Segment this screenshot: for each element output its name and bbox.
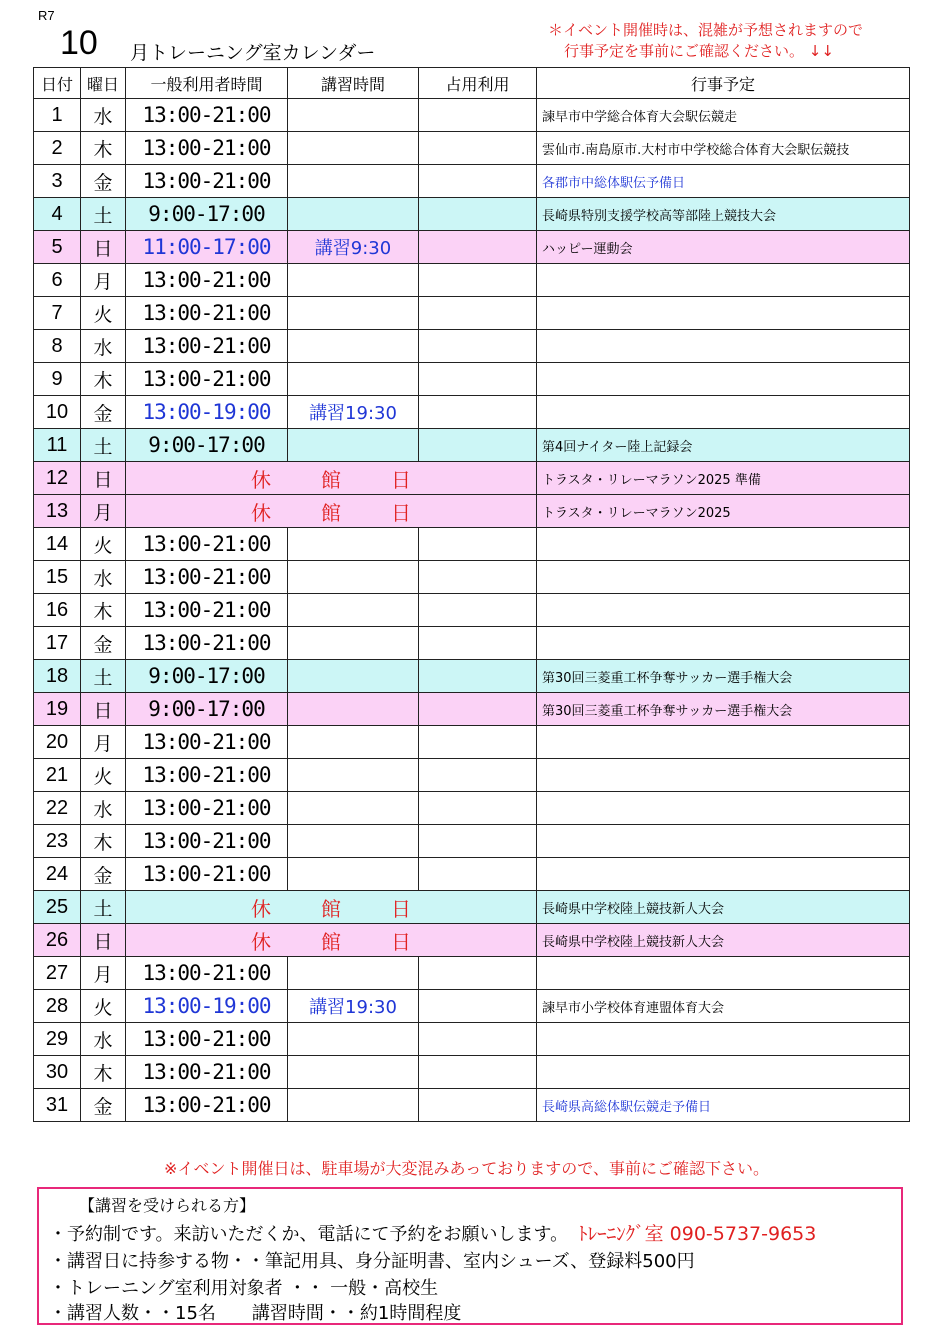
- closed-day-cell: 休館日: [126, 891, 537, 924]
- exclusive-use-cell: [419, 363, 537, 396]
- event-cell: トラスタ・リレーマラソン2025 準備: [537, 462, 910, 495]
- date-cell: 5: [34, 231, 81, 264]
- lecture-hours-cell: [288, 825, 419, 858]
- lecture-hours-cell: [288, 297, 419, 330]
- exclusive-use-cell: [419, 429, 537, 462]
- lecture-hours-cell: [288, 1023, 419, 1056]
- notice-line-1: ＊イベント開催時は、混雑が予想されますので: [548, 21, 864, 39]
- exclusive-use-cell: [419, 792, 537, 825]
- weekday-cell: 日: [81, 924, 126, 957]
- event-cell: 諫早市小学校体育連盟体育大会: [537, 990, 910, 1023]
- general-hours-cell: 13:00-21:00: [126, 297, 288, 330]
- weekday-cell: 木: [81, 363, 126, 396]
- notice-line-2: 行事予定を事前にご確認ください。 ↓↓: [564, 42, 834, 60]
- lecture-hours-cell: [288, 759, 419, 792]
- general-hours-cell: 11:00-17:00: [126, 231, 288, 264]
- lecture-hours-cell: [288, 198, 419, 231]
- table-row: [34, 264, 910, 297]
- lecture-hours-cell: 講習9:30: [288, 231, 419, 264]
- table-row: [34, 198, 910, 231]
- weekday-cell: 木: [81, 825, 126, 858]
- weekday-cell: 月: [81, 957, 126, 990]
- general-hours-cell: 13:00-21:00: [126, 264, 288, 297]
- lecture-info-title: 【講習を受けられる方】: [79, 1196, 256, 1215]
- month-number: 10: [60, 24, 98, 62]
- date-cell: 14: [34, 528, 81, 561]
- date-cell: 23: [34, 825, 81, 858]
- date-cell: 30: [34, 1056, 81, 1089]
- table-row: [34, 528, 910, 561]
- exclusive-use-cell: [419, 297, 537, 330]
- event-cell: ハッピー運動会: [537, 231, 910, 264]
- lecture-hours-cell: [288, 660, 419, 693]
- date-cell: 28: [34, 990, 81, 1023]
- lecture-info-box: [37, 1187, 903, 1325]
- weekday-cell: 水: [81, 330, 126, 363]
- table-row: [34, 924, 910, 957]
- lecture-capacity-line: ・講習人数・・15名 講習時間・・約1時間程度: [49, 1303, 462, 1324]
- exclusive-use-cell: [419, 198, 537, 231]
- date-cell: 11: [34, 429, 81, 462]
- general-hours-cell: 13:00-21:00: [126, 1023, 288, 1056]
- table-row: [34, 825, 910, 858]
- event-cell: [537, 1023, 910, 1056]
- date-cell: 2: [34, 132, 81, 165]
- weekday-cell: 月: [81, 495, 126, 528]
- event-cell: [537, 594, 910, 627]
- date-cell: 13: [34, 495, 81, 528]
- event-cell: [537, 297, 910, 330]
- table-row: [34, 363, 910, 396]
- exclusive-use-cell: [419, 693, 537, 726]
- event-cell: [537, 957, 910, 990]
- weekday-cell: 金: [81, 1089, 126, 1122]
- weekday-cell: 火: [81, 990, 126, 1023]
- lecture-hours-cell: [288, 264, 419, 297]
- date-cell: 21: [34, 759, 81, 792]
- event-cell: [537, 363, 910, 396]
- exclusive-use-cell: [419, 957, 537, 990]
- weekday-cell: 日: [81, 462, 126, 495]
- table-row: [34, 462, 910, 495]
- weekday-cell: 金: [81, 858, 126, 891]
- event-cell: トラスタ・リレーマラソン2025: [537, 495, 910, 528]
- event-cell: 長崎県特別支援学校高等部陸上競技大会: [537, 198, 910, 231]
- general-hours-cell: 13:00-21:00: [126, 759, 288, 792]
- lecture-hours-cell: [288, 1089, 419, 1122]
- table-row: [34, 165, 910, 198]
- date-cell: 22: [34, 792, 81, 825]
- lecture-hours-cell: [288, 594, 419, 627]
- table-row: [34, 561, 910, 594]
- exclusive-use-cell: [419, 1056, 537, 1089]
- weekday-cell: 土: [81, 891, 126, 924]
- general-hours-cell: 13:00-21:00: [126, 594, 288, 627]
- exclusive-use-cell: [419, 330, 537, 363]
- date-cell: 20: [34, 726, 81, 759]
- col-header-weekday: 曜日: [81, 68, 126, 99]
- general-hours-cell: 13:00-21:00: [126, 792, 288, 825]
- weekday-cell: 金: [81, 396, 126, 429]
- table-header-row: [34, 68, 910, 99]
- weekday-cell: 木: [81, 594, 126, 627]
- exclusive-use-cell: [419, 561, 537, 594]
- weekday-cell: 水: [81, 561, 126, 594]
- table-row: [34, 495, 910, 528]
- table-row: [34, 792, 910, 825]
- general-hours-cell: 13:00-21:00: [126, 627, 288, 660]
- event-cell: 長崎県高総体駅伝競走予備日: [537, 1089, 910, 1122]
- exclusive-use-cell: [419, 660, 537, 693]
- table-row: [34, 99, 910, 132]
- general-hours-cell: 13:00-21:00: [126, 165, 288, 198]
- table-row: [34, 396, 910, 429]
- closed-day-cell: 休館日: [126, 462, 537, 495]
- table-row: [34, 429, 910, 462]
- col-header-events: 行事予定: [537, 68, 910, 99]
- weekday-cell: 水: [81, 792, 126, 825]
- event-cell: [537, 825, 910, 858]
- table-row: [34, 957, 910, 990]
- event-cell: [537, 792, 910, 825]
- date-cell: 3: [34, 165, 81, 198]
- general-hours-cell: 13:00-21:00: [126, 132, 288, 165]
- reservation-text: ・予約制です。来訪いただくか、電話にて予約をお願いします。: [49, 1224, 569, 1245]
- lecture-hours-cell: [288, 627, 419, 660]
- exclusive-use-cell: [419, 264, 537, 297]
- general-hours-cell: 13:00-19:00: [126, 990, 288, 1023]
- general-hours-cell: 13:00-21:00: [126, 1089, 288, 1122]
- lecture-hours-cell: [288, 528, 419, 561]
- calendar-table: [33, 67, 910, 1122]
- lecture-hours-cell: [288, 99, 419, 132]
- exclusive-use-cell: [419, 396, 537, 429]
- event-cell: [537, 726, 910, 759]
- exclusive-use-cell: [419, 1089, 537, 1122]
- page-title: 月トレーニング室カレンダー: [130, 42, 376, 64]
- general-hours-cell: 13:00-21:00: [126, 99, 288, 132]
- weekday-cell: 土: [81, 198, 126, 231]
- weekday-cell: 日: [81, 231, 126, 264]
- event-cell: [537, 561, 910, 594]
- date-cell: 1: [34, 99, 81, 132]
- eligible-users-line: ・トレーニング室利用対象者 ・・ 一般・高校生: [49, 1278, 439, 1299]
- date-cell: 6: [34, 264, 81, 297]
- general-hours-cell: 9:00-17:00: [126, 660, 288, 693]
- table-row: [34, 990, 910, 1023]
- event-cell: [537, 858, 910, 891]
- general-hours-cell: 13:00-21:00: [126, 858, 288, 891]
- reservation-line: [49, 1219, 816, 1246]
- table-row: [34, 297, 910, 330]
- lecture-hours-cell: [288, 858, 419, 891]
- general-hours-cell: 13:00-21:00: [126, 528, 288, 561]
- lecture-hours-cell: [288, 957, 419, 990]
- exclusive-use-cell: [419, 231, 537, 264]
- table-row: [34, 132, 910, 165]
- lecture-hours-cell: [288, 561, 419, 594]
- lecture-hours-cell: 講習19:30: [288, 396, 419, 429]
- event-cell: 第30回三菱重工杯争奪サッカー選手権大会: [537, 660, 910, 693]
- exclusive-use-cell: [419, 825, 537, 858]
- general-hours-cell: 13:00-21:00: [126, 1056, 288, 1089]
- lecture-hours-cell: [288, 132, 419, 165]
- lecture-hours-cell: [288, 792, 419, 825]
- event-cell: 各郡市中総体駅伝予備日: [537, 165, 910, 198]
- date-cell: 7: [34, 297, 81, 330]
- lecture-hours-cell: [288, 165, 419, 198]
- general-hours-cell: 9:00-17:00: [126, 693, 288, 726]
- exclusive-use-cell: [419, 858, 537, 891]
- exclusive-use-cell: [419, 1023, 537, 1056]
- table-row: [34, 1089, 910, 1122]
- date-cell: 16: [34, 594, 81, 627]
- general-hours-cell: 9:00-17:00: [126, 429, 288, 462]
- table-row: [34, 1056, 910, 1089]
- lecture-hours-cell: [288, 429, 419, 462]
- table-row: [34, 858, 910, 891]
- event-cell: [537, 528, 910, 561]
- closed-day-cell: 休館日: [126, 495, 537, 528]
- date-cell: 15: [34, 561, 81, 594]
- general-hours-cell: 9:00-17:00: [126, 198, 288, 231]
- event-cell: [537, 1056, 910, 1089]
- weekday-cell: 土: [81, 660, 126, 693]
- general-hours-cell: 13:00-21:00: [126, 561, 288, 594]
- exclusive-use-cell: [419, 528, 537, 561]
- col-header-date: 日付: [34, 68, 81, 99]
- parking-warning: ※イベント開催日は、駐車場が大変混みあっておりますので、事前にご確認下さい。: [164, 1159, 769, 1178]
- date-cell: 4: [34, 198, 81, 231]
- weekday-cell: 月: [81, 726, 126, 759]
- table-row: [34, 891, 910, 924]
- date-cell: 31: [34, 1089, 81, 1122]
- event-cell: 第4回ナイター陸上記録会: [537, 429, 910, 462]
- era-label: R7: [38, 8, 55, 23]
- col-header-lecture-hours: 講習時間: [288, 68, 419, 99]
- lecture-hours-cell: [288, 693, 419, 726]
- exclusive-use-cell: [419, 165, 537, 198]
- items-to-bring-line: ・講習日に持参する物・・筆記用具、身分証明書、室内シューズ、登録料500円: [49, 1251, 695, 1272]
- weekday-cell: 月: [81, 264, 126, 297]
- date-cell: 12: [34, 462, 81, 495]
- general-hours-cell: 13:00-21:00: [126, 957, 288, 990]
- table-row: [34, 660, 910, 693]
- date-cell: 10: [34, 396, 81, 429]
- exclusive-use-cell: [419, 627, 537, 660]
- col-header-general-hours: 一般利用者時間: [126, 68, 288, 99]
- table-row: [34, 330, 910, 363]
- weekday-cell: 火: [81, 528, 126, 561]
- exclusive-use-cell: [419, 594, 537, 627]
- date-cell: 18: [34, 660, 81, 693]
- event-cell: 雲仙市.南島原市.大村市中学校総合体育大会駅伝競技: [537, 132, 910, 165]
- date-cell: 17: [34, 627, 81, 660]
- exclusive-use-cell: [419, 990, 537, 1023]
- exclusive-use-cell: [419, 99, 537, 132]
- date-cell: 26: [34, 924, 81, 957]
- closed-day-cell: 休館日: [126, 924, 537, 957]
- table-row: [34, 726, 910, 759]
- weekday-cell: 金: [81, 165, 126, 198]
- weekday-cell: 水: [81, 1023, 126, 1056]
- weekday-cell: 木: [81, 1056, 126, 1089]
- date-cell: 27: [34, 957, 81, 990]
- lecture-hours-cell: [288, 726, 419, 759]
- weekday-cell: 金: [81, 627, 126, 660]
- lecture-hours-cell: 講習19:30: [288, 990, 419, 1023]
- event-cell: [537, 759, 910, 792]
- table-row: [34, 231, 910, 264]
- weekday-cell: 木: [81, 132, 126, 165]
- event-cell: [537, 396, 910, 429]
- exclusive-use-cell: [419, 759, 537, 792]
- exclusive-use-cell: [419, 726, 537, 759]
- phone-number[interactable]: ﾄﾚｰﾆﾝｸﾞ室 090-5737-9653: [578, 1223, 817, 1245]
- general-hours-cell: 13:00-21:00: [126, 726, 288, 759]
- weekday-cell: 土: [81, 429, 126, 462]
- table-row: [34, 693, 910, 726]
- table-row: [34, 1023, 910, 1056]
- weekday-cell: 火: [81, 297, 126, 330]
- lecture-hours-cell: [288, 363, 419, 396]
- general-hours-cell: 13:00-21:00: [126, 330, 288, 363]
- date-cell: 8: [34, 330, 81, 363]
- event-cell: 長崎県中学校陸上競技新人大会: [537, 924, 910, 957]
- event-cell: 第30回三菱重工杯争奪サッカー選手権大会: [537, 693, 910, 726]
- weekday-cell: 水: [81, 99, 126, 132]
- exclusive-use-cell: [419, 132, 537, 165]
- table-row: [34, 759, 910, 792]
- event-cell: 諫早市中学総合体育大会駅伝競走: [537, 99, 910, 132]
- event-cell: [537, 627, 910, 660]
- date-cell: 29: [34, 1023, 81, 1056]
- date-cell: 24: [34, 858, 81, 891]
- table-row: [34, 627, 910, 660]
- col-header-exclusive-use: 占用利用: [419, 68, 537, 99]
- general-hours-cell: 13:00-19:00: [126, 396, 288, 429]
- date-cell: 25: [34, 891, 81, 924]
- date-cell: 9: [34, 363, 81, 396]
- table-row: [34, 594, 910, 627]
- general-hours-cell: 13:00-21:00: [126, 825, 288, 858]
- event-cell: [537, 330, 910, 363]
- general-hours-cell: 13:00-21:00: [126, 363, 288, 396]
- event-cell: [537, 264, 910, 297]
- lecture-hours-cell: [288, 1056, 419, 1089]
- lecture-hours-cell: [288, 330, 419, 363]
- date-cell: 19: [34, 693, 81, 726]
- weekday-cell: 火: [81, 759, 126, 792]
- event-notice: [548, 20, 898, 62]
- event-cell: 長崎県中学校陸上競技新人大会: [537, 891, 910, 924]
- weekday-cell: 日: [81, 693, 126, 726]
